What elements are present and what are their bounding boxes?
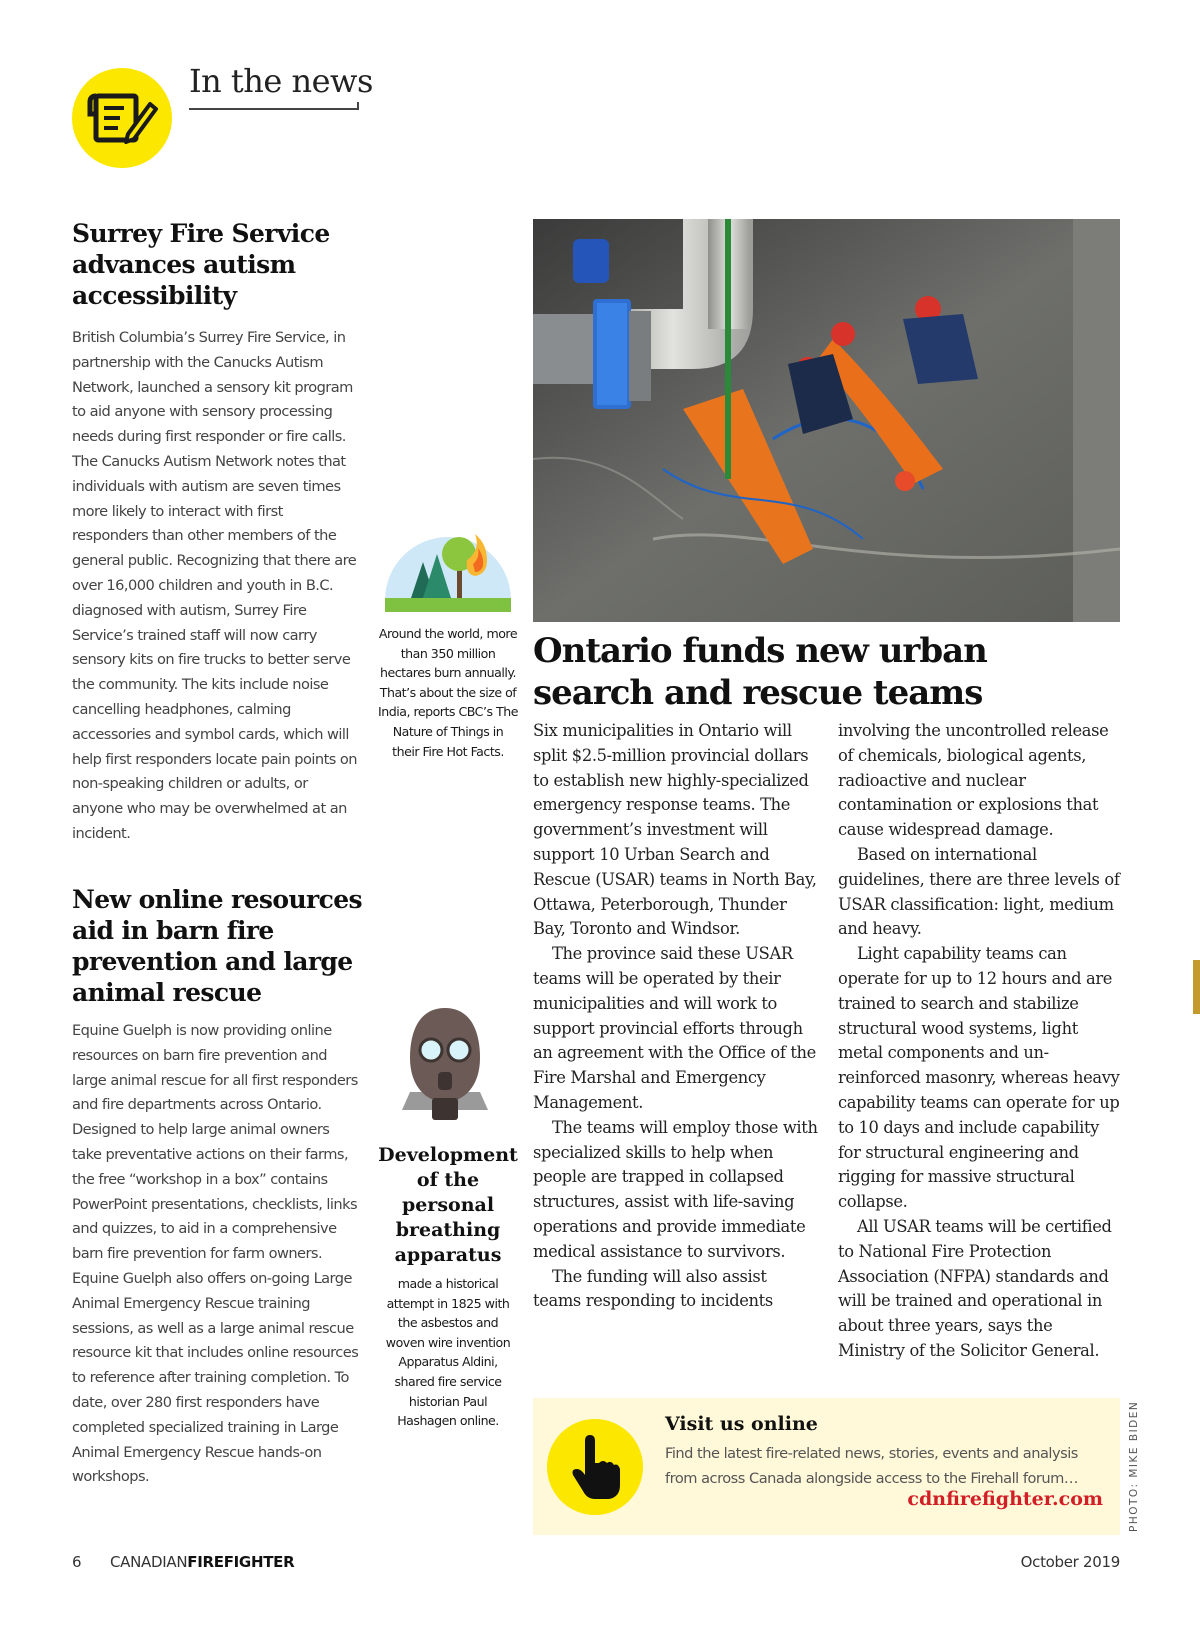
- main-article-col1-paragraph-4: The funding will also assist teams responding to incidents: [533, 1266, 773, 1311]
- main-article-col2-paragraph-2: Based on international guidelines, there are three levels of USAR classification: light, medium and heavy.: [838, 844, 1120, 939]
- magazine-name-bold: FIREFIGHTER: [187, 1553, 295, 1571]
- fire-fact-caption: Around the world, more than 350 million hectares burn annually. That’s about the size of India, reports CBC’s The Nature of Things in their Fire Hot Facts.: [378, 626, 518, 759]
- main-article-headline: Ontario funds new urban search and rescue teams: [533, 631, 987, 713]
- main-article-col1-paragraph-2: The province said these USAR teams will be operated by their municipalities and will work to support provincial efforts through an agreement with the Office of the Fire Marshal and Emergency Management.: [533, 944, 816, 1112]
- forest-fire-icon: [383, 510, 513, 614]
- section-title: In the news: [189, 62, 373, 100]
- story-barn-fire-paragraph-2: Designed to help large animal owners take preventative actions on their farms, the free “workshop in a box” contains PowerPoint presentations, checklists, links and quizzes, to aid in a comprehensive barn fire prevention for farm owners.: [72, 1121, 358, 1263]
- sidebar-fire-fact: [378, 624, 518, 761]
- magazine-name: [110, 1553, 294, 1571]
- story-surrey-paragraph-2: The Canucks Autism Network notes that individuals with autism are seven times more likely to interact with first responders than other members of the general public. Recognizing that there are over 16,000 children and youth in B.C. diagnosed with autism, Surrey Fire Service’s trained staff will now carry sensory kits on fire trucks to better serve the community. The kits include noise cancelling headphones, calming accessories and symbol cards, which will help first responders locate pain points on non-speaking children or adults, or anyone who may be overwhelmed at an incident.: [72, 452, 357, 842]
- main-article-col2-paragraph-4: All USAR teams will be certified to National Fire Protection Association (NFPA) standards and will be trained and operational in about three years, says the Ministry of the Solicitor General.: [838, 1216, 1112, 1360]
- main-article-col1-paragraph-1: Six municipalities in Ontario will split $2.5-million provincial dollars to establish new highly-specialized emergency response teams. The government’s investment will support 10 Urban Search and Rescue (USAR) teams in North Bay, Ottawa, Peterborough, Thunder Bay, Toronto and Windsor.: [533, 721, 817, 939]
- story-barn-fire-paragraph-3: Equine Guelph also offers on-going Large Animal Emergency Rescue training sessions, as well as a large animal rescue resource kit that includes online resources to reference after training completion. To date, over 280 first responders have completed specialized training in Large Animal Emergency Rescue hands-on workshops.: [72, 1269, 359, 1486]
- story-barn-fire: [72, 884, 362, 1490]
- visit-online-badge: [547, 1419, 643, 1515]
- gas-mask-icon: [402, 1006, 488, 1124]
- magazine-name-light: CANADIAN: [110, 1553, 188, 1571]
- photo-credit: PHOTO: MIKE BIDEN: [1128, 1400, 1140, 1532]
- visit-online-text: Find the latest fire-related news, stories, events and analysis from across Canada alongside access to the Firehall forum…: [665, 1445, 1078, 1487]
- visit-online-title: Visit us online: [665, 1413, 818, 1435]
- forest-fire-illustration: [383, 510, 513, 614]
- breathing-apparatus-caption: made a historical attempt in 1825 with the asbestos and woven wire invention Apparatus Aldini, shared fire service historian Paul Hashagen online.: [385, 1276, 511, 1429]
- issue-date: October 2019: [1020, 1553, 1120, 1571]
- breathing-mask-illustration: [402, 1006, 488, 1124]
- website-link[interactable]: cdnfirefighter.com: [907, 1488, 1103, 1510]
- news-pencil-icon: [72, 68, 172, 168]
- breathing-apparatus-headline: Development of the personal breathing apparatus: [378, 1144, 518, 1266]
- story-barn-fire-paragraph-1: Equine Guelph is now providing online resources on barn fire prevention and large animal rescue for all first responders and fire departments across Ontario.: [72, 1022, 358, 1114]
- main-article-col2-paragraph-1: involving the uncontrolled release of chemicals, biological agents, radioactive and nuclear contamination or explosions that cause widespread damage.: [838, 721, 1109, 840]
- rescue-scene-image: [533, 219, 1120, 622]
- page-number: 6: [72, 1553, 82, 1571]
- page-edge-tab: [1193, 960, 1200, 1014]
- story-surrey-paragraph-1: British Columbia’s Surrey Fire Service, in partnership with the Canucks Autism Network, launched a sensory kit program to aid anyone with sensory processing needs during first responder or fire calls.: [72, 329, 353, 446]
- usar-rescue-photo: [533, 219, 1120, 622]
- story-surrey-headline: Surrey Fire Service advances autism accessibility: [72, 219, 330, 310]
- story-barn-fire-headline: New online resources aid in barn fire prevention and large animal rescue: [72, 885, 362, 1007]
- section-badge: [72, 68, 172, 168]
- main-article-col1-paragraph-3: The teams will employ those with specialized skills to help when people are trapped in collapsed structures, assist with life-saving operations and provide immediate medical assistance to survivors.: [533, 1117, 818, 1261]
- section-title-underline-end: [357, 102, 359, 110]
- story-surrey: [72, 218, 362, 847]
- main-article-col2-paragraph-3: Light capability teams can operate for up to 12 hours and are trained to search and stabilize structural wood systems, light metal components and un-reinforced masonry, whereas heavy capability teams can operate for up to 10 days and include capability for structural engineering and rigging for massive structural collapse.: [838, 944, 1120, 1212]
- sidebar-breathing-apparatus: [378, 1143, 518, 1431]
- main-article-column-1: [533, 719, 818, 1314]
- section-title-underline: [189, 108, 359, 110]
- main-article-column-2: [838, 719, 1123, 1364]
- pointing-hand-icon: [547, 1419, 643, 1515]
